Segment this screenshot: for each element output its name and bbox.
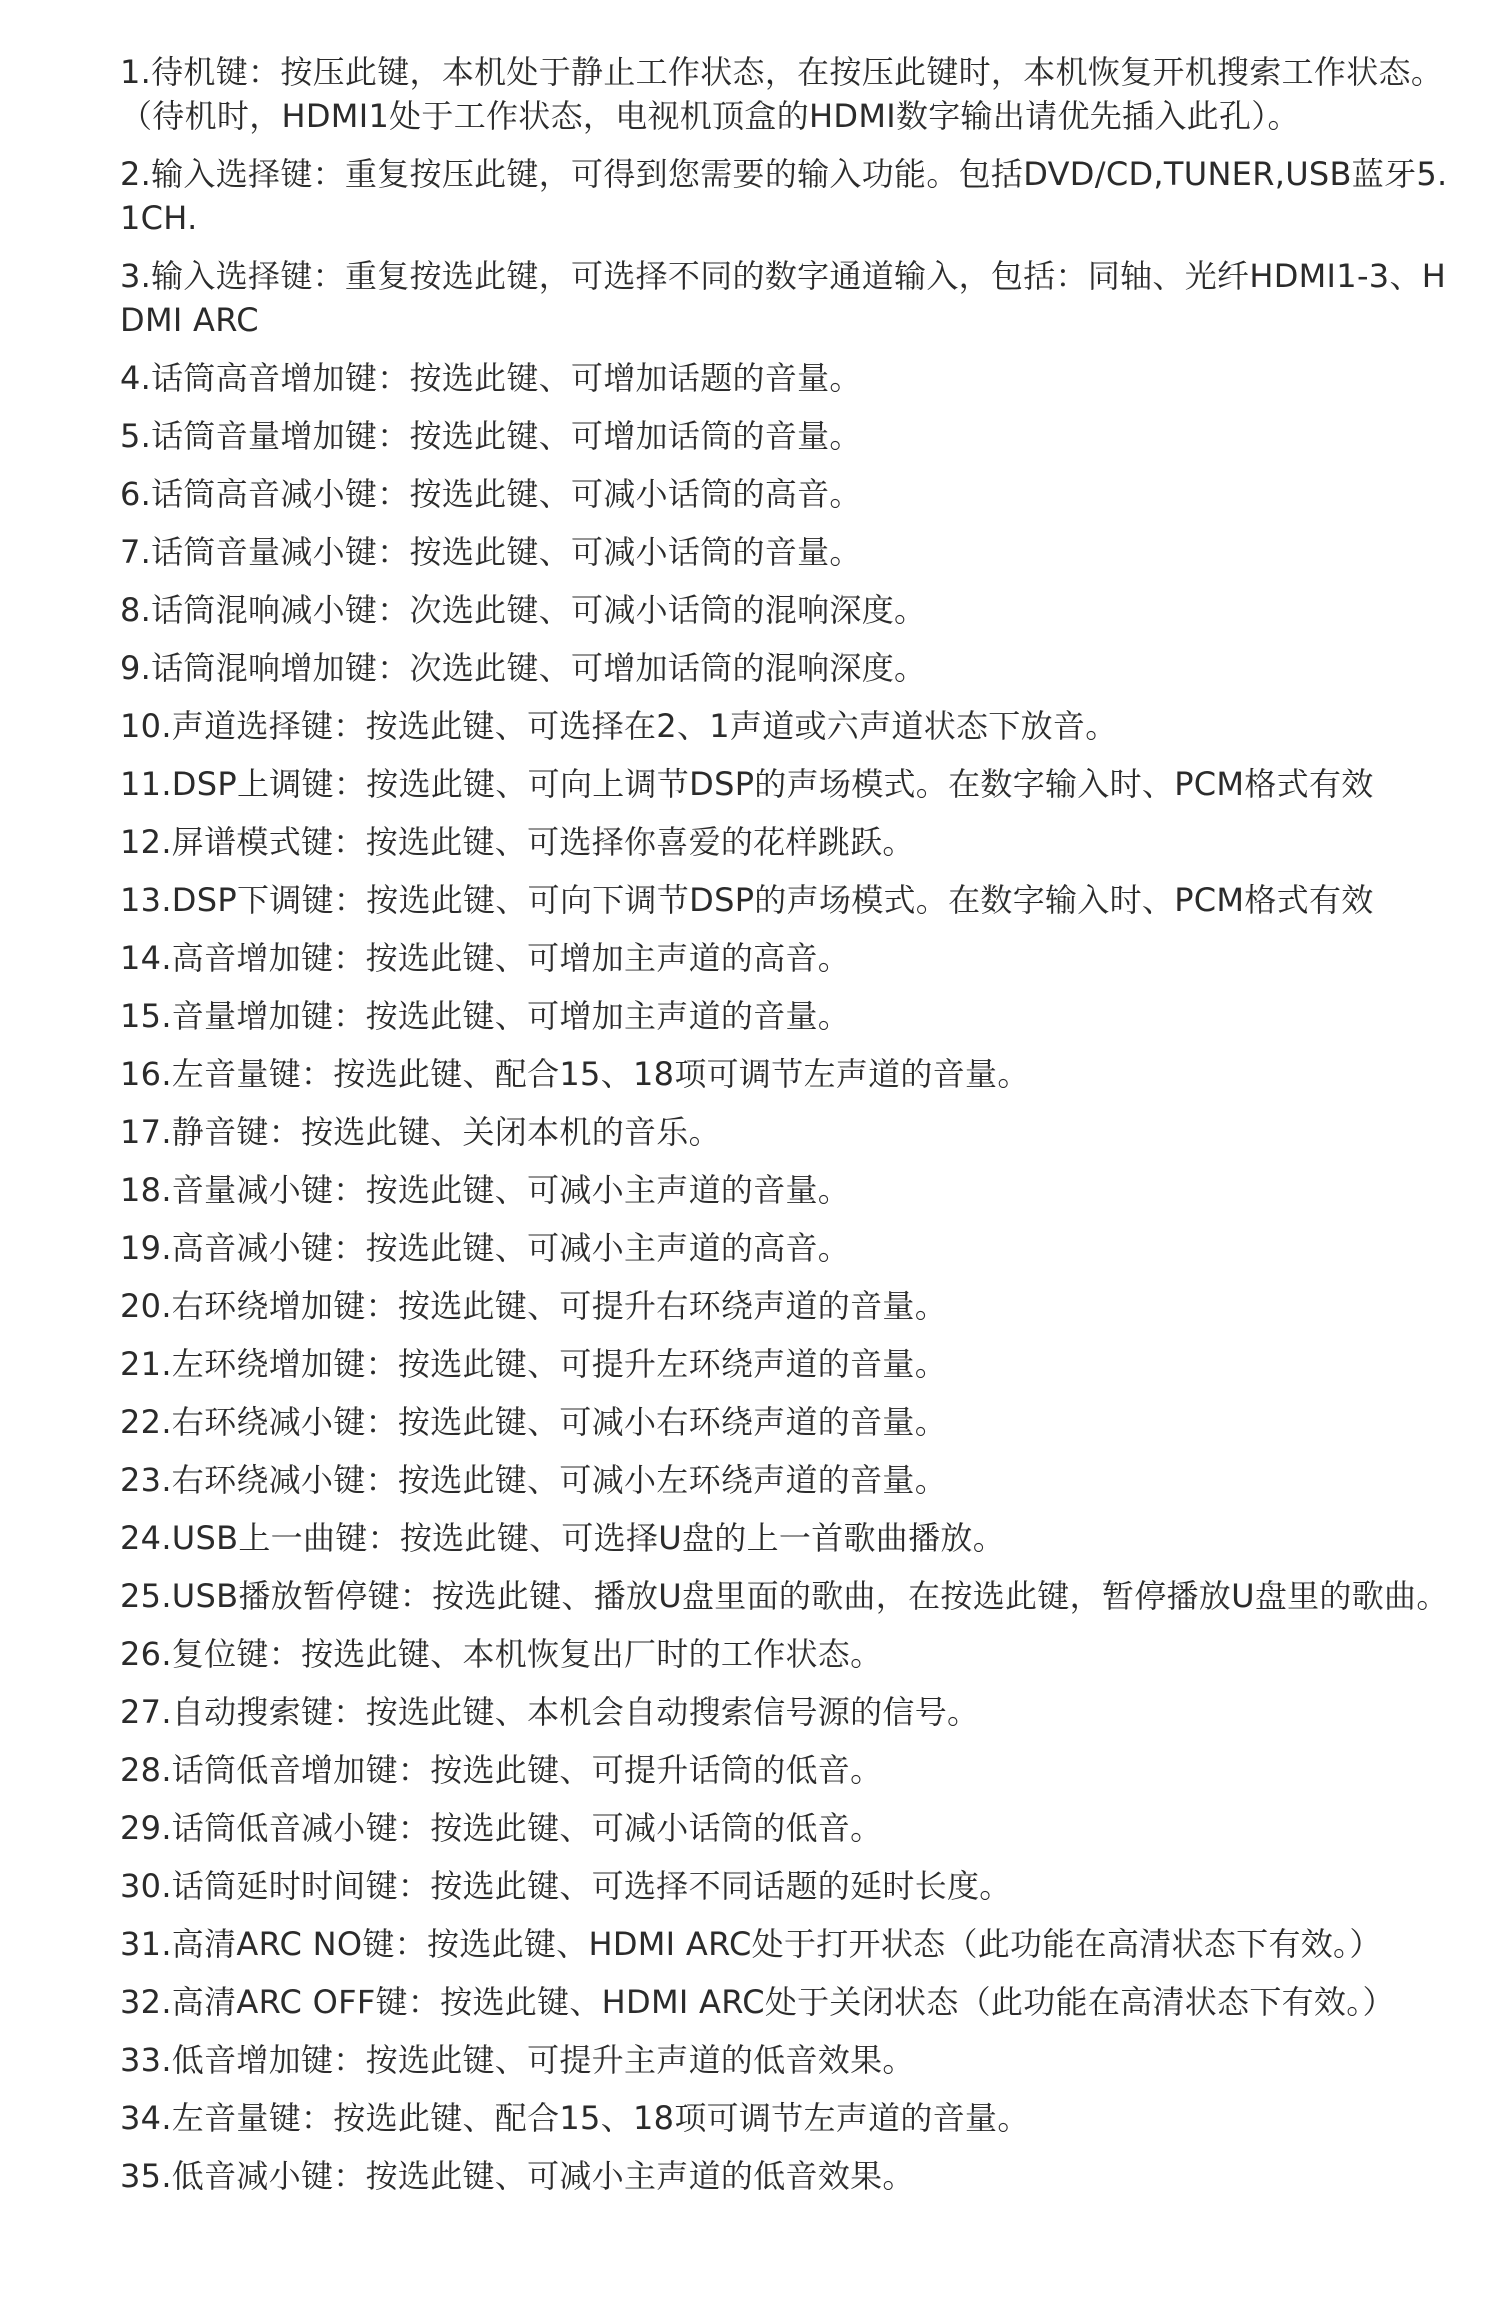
- instruction-item: 18.音量减小键：按选此键、可减小主声道的音量。: [120, 1171, 851, 1209]
- instruction-item: 5.话筒音量增加键：按选此键、可增加话筒的音量。: [120, 417, 862, 455]
- instruction-item: 2.输入选择键：重复按压此键，可得到您需要的输入功能。包括DVD/CD,TUNER,USB蓝牙5.1CH.: [120, 155, 1448, 237]
- instruction-item: 30.话筒延时时间键：按选此键、可选择不同话题的延时长度。: [120, 1867, 1012, 1905]
- instruction-item: 1.待机键：按压此键，本机处于静止工作状态，在按压此键时，本机恢复开机搜索工作状态。（待机时，HDMI1处于工作状态，电视机顶盒的HDMI数字输出请优先插入此孔）。: [120, 53, 1444, 135]
- instruction-item: 14.高音增加键：按选此键、可增加主声道的高音。: [120, 939, 851, 977]
- instruction-item: 4.话筒高音增加键：按选此键、可增加话题的音量。: [120, 359, 862, 397]
- instruction-item: 16.左音量键：按选此键、配合15、18项可调节左声道的音量。: [120, 1055, 1030, 1093]
- instruction-item: 34.左音量键：按选此键、配合15、18项可调节左声道的音量。: [120, 2099, 1030, 2137]
- instruction-item: 9.话筒混响增加键：次选此键、可增加话筒的混响深度。: [120, 649, 927, 687]
- instruction-item: 23.右环绕减小键：按选此键、可减小左环绕声道的音量。: [120, 1461, 947, 1499]
- instruction-item: 31.高清ARC NO键：按选此键、HDMI ARC处于打开状态（此功能在高清状态下有效。）: [120, 1925, 1382, 1963]
- instruction-item: 33.低音增加键：按选此键、可提升主声道的低音效果。: [120, 2041, 915, 2079]
- instruction-item: 22.右环绕减小键：按选此键、可减小右环绕声道的音量。: [120, 1403, 947, 1441]
- instruction-item: 24.USB上一曲键：按选此键、可选择U盘的上一首歌曲播放。: [120, 1519, 1006, 1557]
- instruction-item: 27.自动搜索键：按选此键、本机会自动搜索信号源的信号。: [120, 1693, 980, 1731]
- instruction-item: 10.声道选择键：按选此键、可选择在2、1声道或六声道状态下放音。: [120, 707, 1118, 745]
- instruction-item: 13.DSP下调键：按选此键、可向下调节DSP的声场模式。在数字输入时、PCM格式有效: [120, 881, 1374, 919]
- instruction-item: 21.左环绕增加键：按选此键、可提升左环绕声道的音量。: [120, 1345, 947, 1383]
- instruction-item: 19.高音减小键：按选此键、可减小主声道的高音。: [120, 1229, 851, 1267]
- instruction-item: 3.输入选择键：重复按选此键，可选择不同的数字通道输入，包括：同轴、光纤HDMI1-3、HDMI ARC: [120, 257, 1447, 339]
- remote-key-instructions-list: [120, 50, 1450, 2212]
- instruction-item: 25.USB播放暂停键：按选此键、播放U盘里面的歌曲，在按选此键，暂停播放U盘里的歌曲。: [120, 1577, 1449, 1615]
- instruction-item: 35.低音减小键：按选此键、可减小主声道的低音效果。: [120, 2157, 915, 2195]
- instruction-item: 12.屏谱模式键：按选此键、可选择你喜爱的花样跳跃。: [120, 823, 915, 861]
- instruction-item: 11.DSP上调键：按选此键、可向上调节DSP的声场模式。在数字输入时、PCM格式有效: [120, 765, 1374, 803]
- instruction-item: 28.话筒低音增加键：按选此键、可提升话筒的低音。: [120, 1751, 883, 1789]
- instruction-item: 8.话筒混响减小键：次选此键、可减小话筒的混响深度。: [120, 591, 927, 629]
- instruction-item: 29.话筒低音减小键：按选此键、可减小话筒的低音。: [120, 1809, 883, 1847]
- instruction-item: 7.话筒音量减小键：按选此键、可减小话筒的音量。: [120, 533, 862, 571]
- instruction-item: 26.复位键：按选此键、本机恢复出厂时的工作状态。: [120, 1635, 883, 1673]
- instruction-item: 20.右环绕增加键：按选此键、可提升右环绕声道的音量。: [120, 1287, 947, 1325]
- instruction-item: 15.音量增加键：按选此键、可增加主声道的音量。: [120, 997, 851, 1035]
- instruction-item: 32.高清ARC OFF键：按选此键、HDMI ARC处于关闭状态（此功能在高清状态下有效。）: [120, 1983, 1395, 2021]
- instruction-item: 6.话筒高音减小键：按选此键、可减小话筒的高音。: [120, 475, 862, 513]
- instruction-item: 17.静音键：按选此键、关闭本机的音乐。: [120, 1113, 721, 1151]
